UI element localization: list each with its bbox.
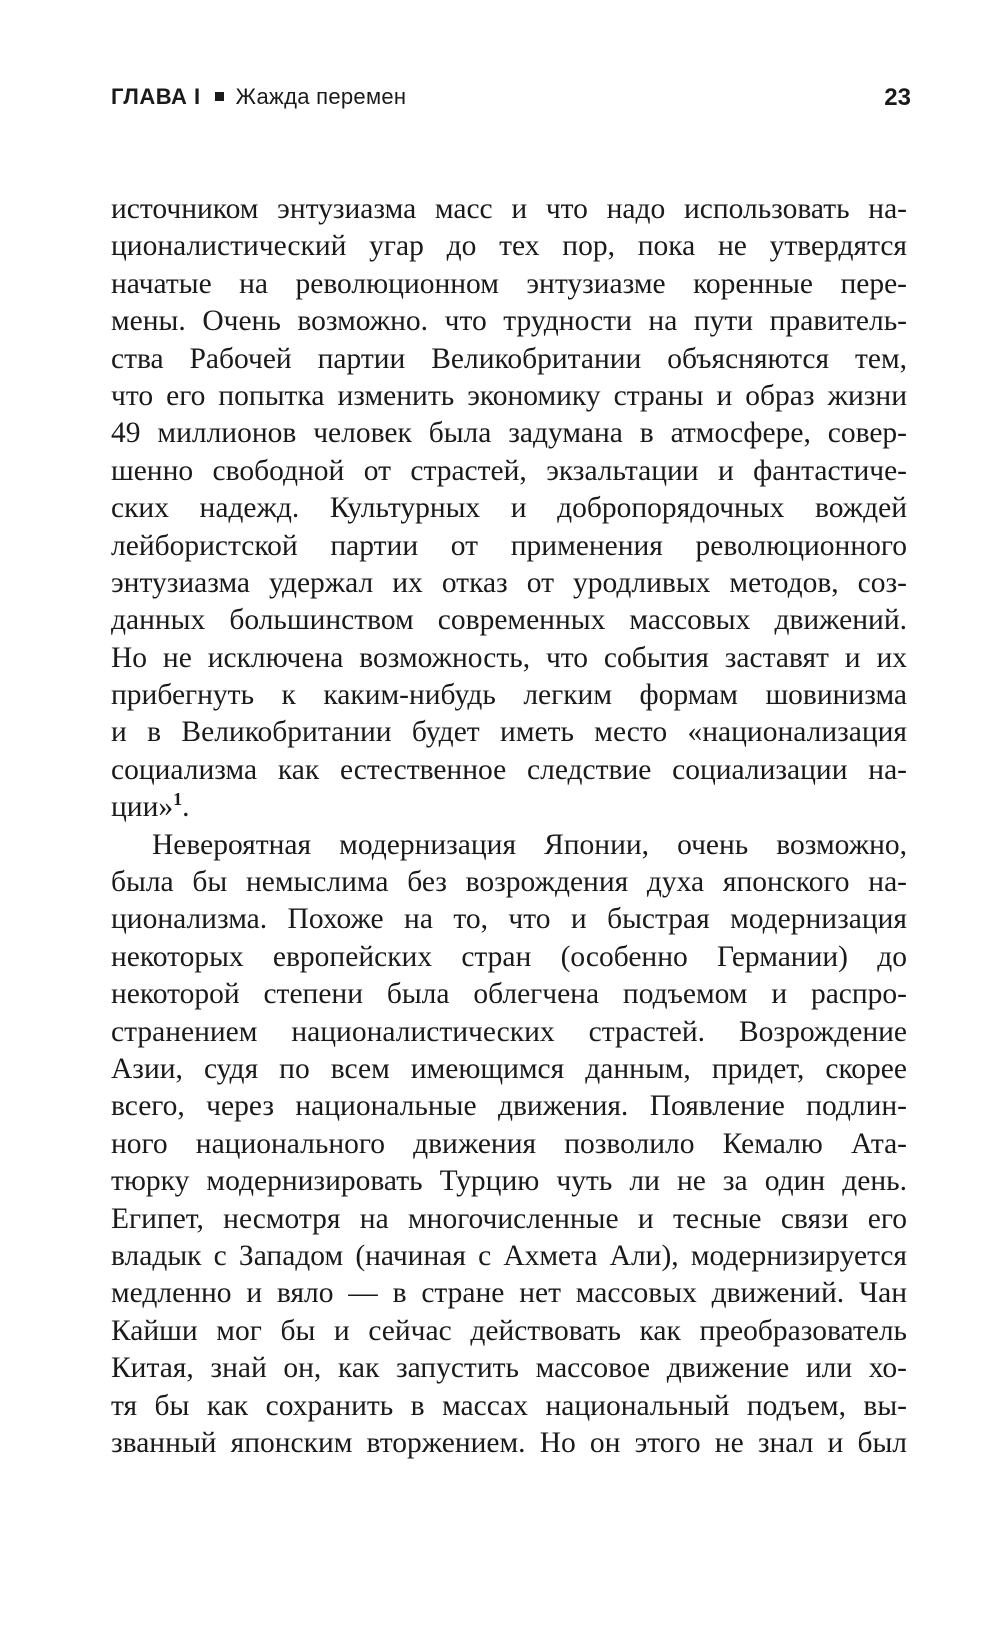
last-line-end: . — [182, 791, 190, 824]
text-line: начатые на революционном энтузиазме коренные пере- — [111, 267, 907, 300]
text-line: прибегнуть к каким-нибудь легким формам шовинизма — [111, 679, 907, 712]
text-line: Китая, знай он, как запустить массовое движение или хо- — [111, 1352, 907, 1385]
running-header — [111, 84, 911, 124]
text-line: всего, через национальные движения. Появление подлин- — [111, 1090, 907, 1123]
text-line: странением националистических страстей. Возрождение — [111, 1015, 907, 1048]
text-line: Азии, судя по всем имеющимся данным, придет, скорее — [111, 1052, 907, 1085]
body-text — [111, 191, 907, 1462]
text-line: медленно и вяло — в стране нет массовых движений. Чан — [111, 1277, 907, 1310]
text-line: энтузиазма удержал их отказ от уродливых методов, соз- — [111, 566, 907, 599]
text-line: социализма как естественное следствие социализации на- — [111, 753, 907, 786]
bullet-separator-icon — [215, 92, 224, 101]
footnote-marker[interactable]: 1 — [173, 789, 183, 810]
text-line: ного национального движения позволило Кемалю Ата- — [111, 1127, 907, 1160]
text-line: ционалистический угар до тех пор, пока не утвердятся — [111, 230, 907, 263]
chapter-title: Жажда перемен — [235, 84, 407, 109]
text-line: ских надежд. Культурных и добропорядочных вождей — [111, 492, 907, 525]
text-line: ства Рабочей партии Великобритании объясняются тем, — [111, 342, 907, 375]
text-line: источником энтузиазма масс и что надо использовать на- — [111, 193, 907, 225]
text-line: и в Великобритании будет иметь место «национализация — [111, 716, 907, 749]
last-line-text: ции» — [111, 791, 174, 824]
text-line: что его попытка изменить экономику страны и образ жизни — [111, 379, 907, 412]
text-line: некоторой степени была облегчена подъемом и распро- — [111, 978, 907, 1011]
text-line: данных большинством современных массовых движений. — [111, 604, 907, 637]
text-line: лейбористской партии от применения революционного — [111, 529, 907, 562]
text-line: некоторых европейских стран (особенно Германии) до — [111, 940, 907, 973]
text-line: мены. Очень возможно. что трудности на пути правитель- — [111, 305, 907, 338]
text-line: Египет, несмотря на многочисленные и тесные связи его — [111, 1202, 907, 1235]
paragraph-2 — [111, 827, 907, 1463]
text-line-last — [111, 789, 907, 826]
text-line-indented: Невероятная модернизация Японии, очень возможно, — [152, 828, 907, 861]
page-number: 23 — [884, 84, 911, 111]
text-line: была бы немыслима без возрождения духа японского на- — [111, 866, 907, 899]
text-line: 49 миллионов человек была задумана в атмосфере, совер- — [111, 417, 907, 450]
paragraph-1 — [111, 191, 907, 827]
chapter-label: ГЛАВА I — [111, 84, 201, 109]
text-line: владык с Западом (начиная с Ахмета Али), модернизируется — [111, 1239, 907, 1272]
text-line: тюрку модернизировать Турцию чуть ли не за один день. — [111, 1165, 907, 1198]
text-line: Кайши мог бы и сейчас действовать как преобразователь — [111, 1314, 907, 1347]
text-line: тя бы как сохранить в массах национальный подъем, вы- — [111, 1389, 907, 1422]
text-line: шенно свободной от страстей, экзальтации и фантастиче- — [111, 454, 907, 487]
text-line: ционализма. Похоже на то, что и быстрая модернизация — [111, 903, 907, 936]
text-line: Но не исключена возможность, что события заставят и их — [111, 641, 907, 674]
text-line: званный японским вторжением. Но он этого не знал и был — [111, 1426, 907, 1459]
